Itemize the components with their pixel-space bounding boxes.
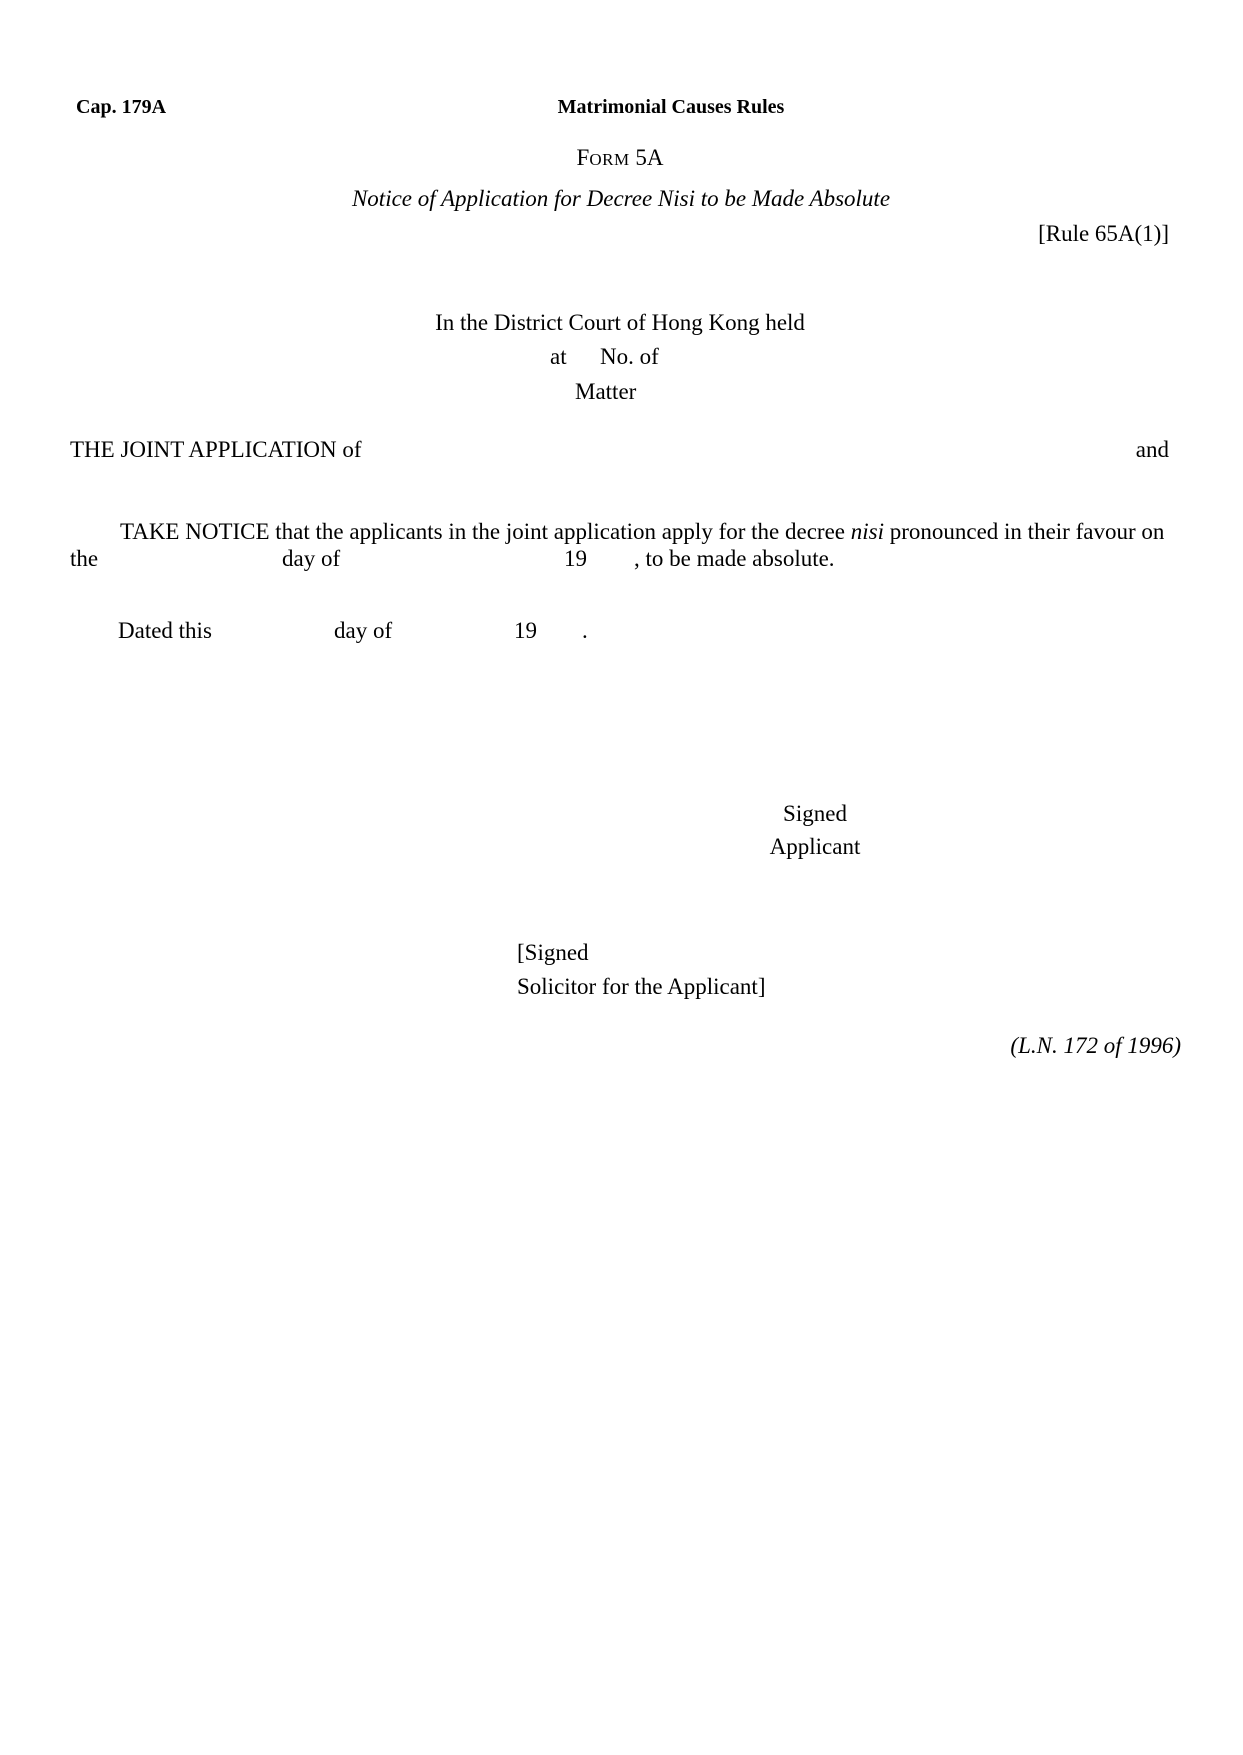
applicant-role: Applicant <box>769 834 861 859</box>
notice-text-part1: TAKE NOTICE that the applicants in the joint application apply for the decree <box>120 519 851 544</box>
dated-year: 19 <box>514 618 537 643</box>
court-number-of: No. of <box>600 344 659 369</box>
rule-reference: [Rule 65A(1)] <box>1038 221 1169 246</box>
notice-the: the <box>70 546 99 571</box>
dated-label: Dated this <box>118 618 212 643</box>
notice-day-of: day of <box>282 546 341 571</box>
applicant-signed: Signed <box>783 801 847 826</box>
notice-text-part2: pronounced in their favour on <box>883 519 1165 544</box>
dated-period: . <box>582 618 588 643</box>
form-number-value: 5A <box>635 145 664 170</box>
form-number <box>577 146 664 169</box>
solicitor-role: Solicitor for the Applicant] <box>517 974 766 999</box>
form-word-initial: F <box>576 145 590 170</box>
form-word-rest: ORM <box>589 150 630 169</box>
chapter-number: Cap. 179A <box>76 96 167 118</box>
notice-made-absolute: , to be made absolute. <box>634 546 835 571</box>
legal-notice-reference: (L.N. 172 of 1996) <box>1010 1033 1181 1058</box>
court-line: In the District Court of Hong Kong held <box>435 310 805 335</box>
notice-nisi: nisi <box>850 519 884 544</box>
application-and: and <box>1135 437 1169 462</box>
form-subtitle: Notice of Application for Decree Nisi to be Made Absolute <box>351 186 891 211</box>
court-matter: Matter <box>575 379 637 404</box>
notice-year: 19 <box>564 546 587 571</box>
take-notice-line <box>120 520 1164 543</box>
solicitor-signed: [Signed <box>517 940 589 965</box>
dated-day-of: day of <box>334 618 393 643</box>
joint-application-label: THE JOINT APPLICATION of <box>70 437 362 462</box>
court-at: at <box>550 344 567 369</box>
document-title: Matrimonial Causes Rules <box>557 96 785 118</box>
